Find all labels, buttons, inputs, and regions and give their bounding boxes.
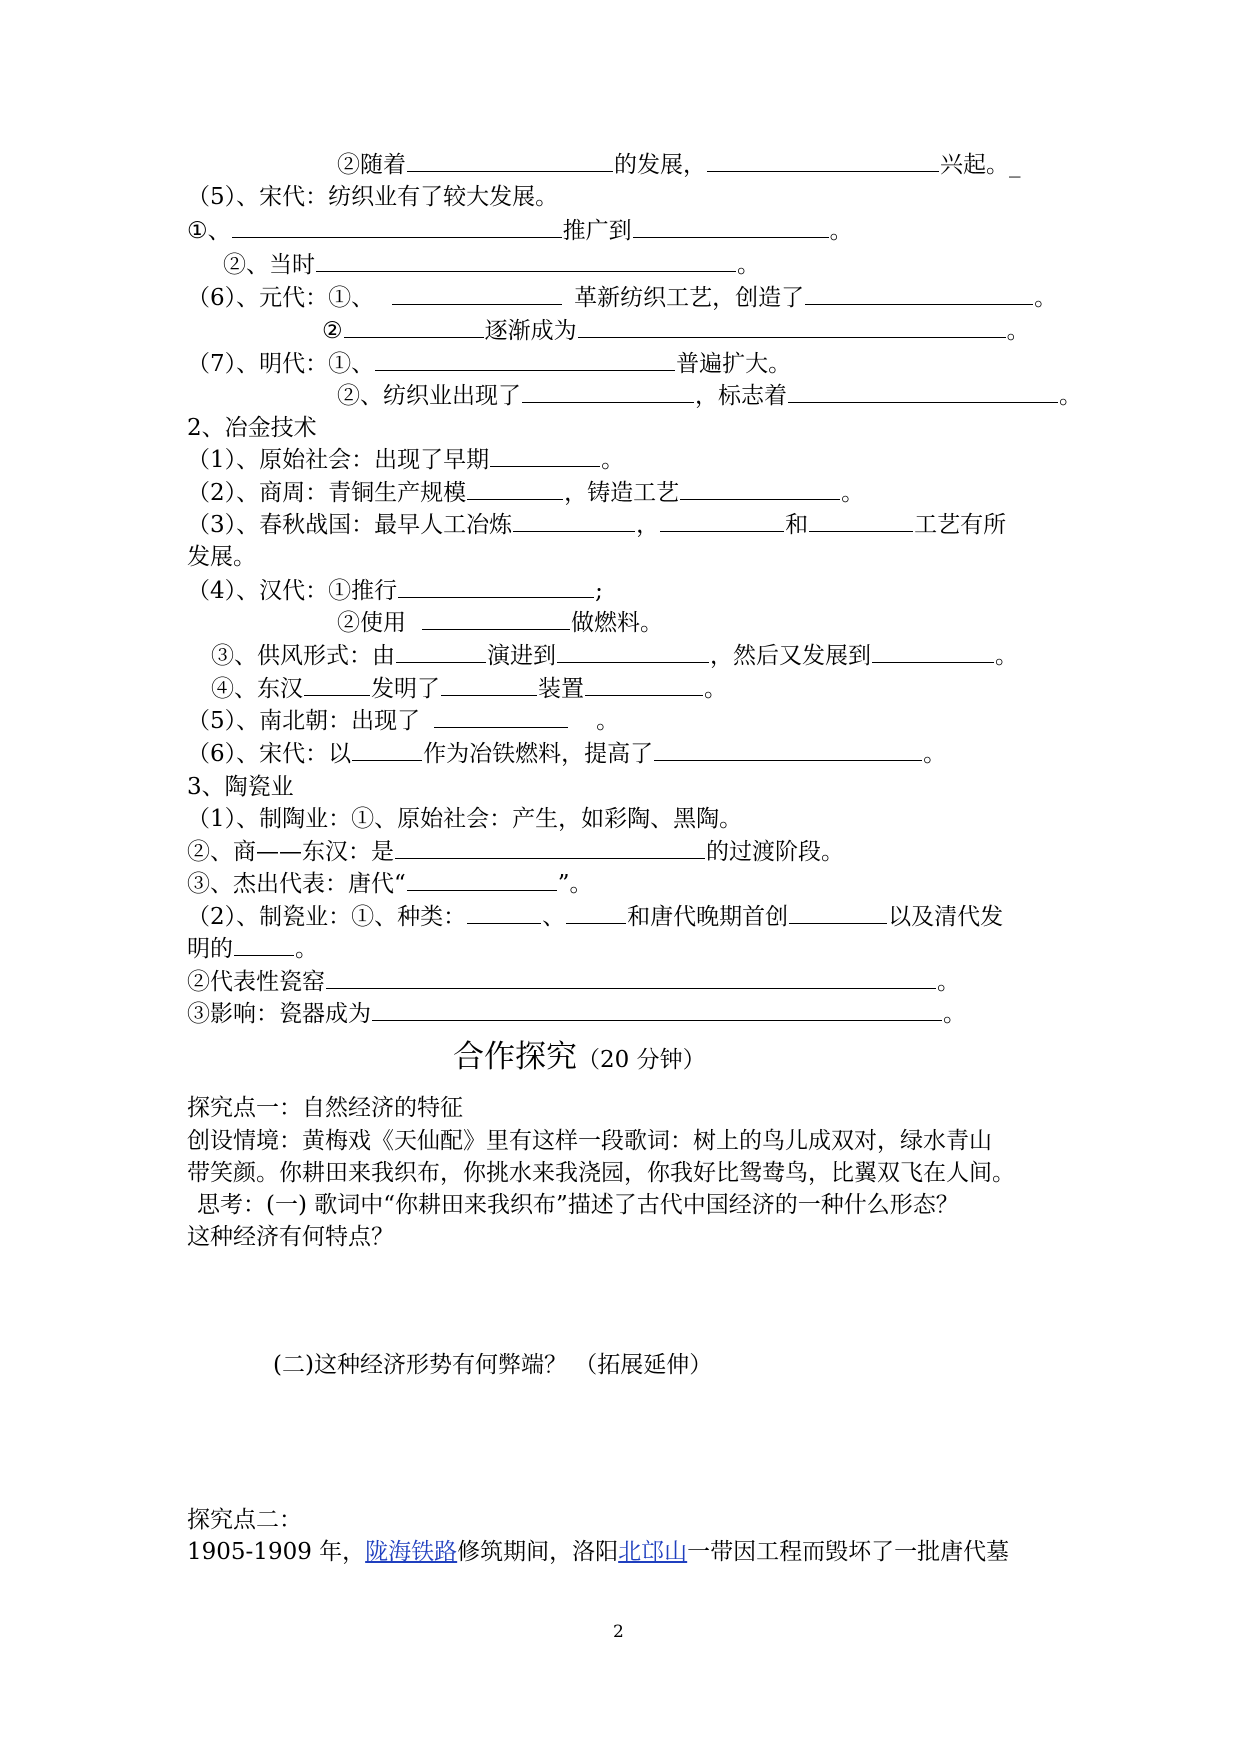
fill-blank[interactable] bbox=[344, 317, 484, 338]
fill-blank[interactable] bbox=[872, 642, 994, 663]
text: 1905-1909 年， bbox=[187, 1539, 366, 1565]
text-line bbox=[211, 641, 1018, 671]
text-line: 思考：(一) 歌词中“你耕田来我织布”描述了古代中国经济的一种什么形态？ bbox=[197, 1192, 959, 1218]
fill-blank[interactable] bbox=[680, 479, 840, 500]
text: ”。 bbox=[557, 871, 593, 897]
fill-blank[interactable] bbox=[557, 642, 709, 663]
text: ② bbox=[322, 318, 343, 344]
section-heading: 3、陶瓷业 bbox=[187, 774, 294, 800]
text: ②代表性瓷窑 bbox=[187, 969, 325, 995]
hyperlink-beimang-mountain[interactable]: 北邙山 bbox=[618, 1539, 688, 1565]
text: 。 bbox=[704, 676, 727, 702]
fill-blank[interactable] bbox=[788, 382, 1058, 403]
text-line bbox=[187, 445, 624, 475]
text-line bbox=[187, 706, 619, 736]
text-line bbox=[187, 283, 1057, 313]
fill-blank[interactable] bbox=[392, 284, 562, 305]
text: 演进到 bbox=[487, 643, 556, 669]
text: 和唐代晚期首创 bbox=[627, 904, 789, 930]
text: 逐渐成为 bbox=[484, 318, 577, 344]
text: 、 bbox=[542, 904, 566, 930]
text-line: 创设情境：黄梅戏《天仙配》里有这样一段歌词：树上的鸟儿成双对，绿水青山 bbox=[187, 1128, 992, 1154]
text: 。 bbox=[943, 1001, 966, 1027]
text-line: 带笑颜。你耕田来我织布，你挑水来我浇园，你我好比鸳鸯鸟，比翼双飞在人间。 bbox=[187, 1160, 1015, 1186]
text: ②随着 bbox=[337, 152, 406, 178]
fill-blank[interactable] bbox=[407, 151, 613, 172]
text: ②、当时 bbox=[223, 252, 315, 278]
fill-blank[interactable] bbox=[232, 217, 562, 238]
fill-blank[interactable] bbox=[467, 479, 563, 500]
hyperlink-longhai-railway[interactable]: 陇海铁路 bbox=[365, 1539, 458, 1565]
text-line bbox=[187, 902, 1003, 932]
text: 作为冶铁燃料，提高了 bbox=[423, 741, 654, 767]
text-line bbox=[187, 216, 853, 246]
section-title bbox=[453, 1037, 706, 1077]
fill-blank[interactable] bbox=[585, 675, 703, 696]
text: 。 bbox=[1006, 318, 1030, 344]
fill-blank[interactable] bbox=[654, 740, 922, 761]
text: （6）、宋代：以 bbox=[187, 741, 352, 767]
text: （6）、元代：①、 bbox=[187, 285, 375, 311]
text: 。 bbox=[923, 741, 947, 767]
text-line bbox=[337, 381, 1082, 411]
duration-label: （20 分钟） bbox=[577, 1047, 706, 1073]
text-line: (二)这种经济形势有何弊端？ （拓展延伸） bbox=[273, 1352, 713, 1378]
text: ; bbox=[595, 578, 603, 604]
text: 以及清代发 bbox=[888, 904, 1004, 930]
fill-blank[interactable] bbox=[326, 968, 936, 989]
text-line bbox=[187, 1537, 1009, 1567]
fill-blank[interactable] bbox=[407, 870, 557, 891]
section-heading: 2、冶金技术 bbox=[187, 415, 317, 441]
text: （7）、明代：①、 bbox=[187, 351, 375, 377]
fill-blank[interactable] bbox=[809, 511, 913, 532]
text: ， bbox=[636, 512, 660, 538]
text: ③、供风形式：由 bbox=[211, 643, 395, 669]
text: （2）、制瓷业：①、种类： bbox=[187, 904, 467, 930]
fill-blank[interactable] bbox=[441, 675, 537, 696]
fill-blank[interactable] bbox=[513, 511, 635, 532]
fill-blank[interactable] bbox=[316, 251, 736, 272]
text-line bbox=[223, 250, 760, 280]
fill-blank[interactable] bbox=[352, 740, 422, 761]
text: 发明了 bbox=[371, 676, 440, 702]
text-line bbox=[187, 349, 791, 379]
text: 。 bbox=[596, 708, 620, 734]
text: 兴起。_ bbox=[940, 152, 1021, 178]
text: 。 bbox=[829, 218, 853, 244]
text: 装置 bbox=[538, 676, 584, 702]
page-number: 2 bbox=[613, 1622, 624, 1642]
fill-blank[interactable] bbox=[707, 151, 939, 172]
text: （4）、汉代：①推行 bbox=[187, 578, 398, 604]
text: 的过渡阶段。 bbox=[706, 839, 844, 865]
text-line bbox=[187, 999, 966, 1029]
text-line: 探究点一：自然经济的特征 bbox=[187, 1095, 463, 1121]
fill-blank[interactable] bbox=[396, 642, 486, 663]
text: 修筑期间，洛阳 bbox=[457, 1539, 619, 1565]
text: ②使用 bbox=[337, 610, 406, 636]
fill-blank[interactable] bbox=[234, 935, 294, 956]
fill-blank[interactable] bbox=[395, 838, 705, 859]
text: （1）、原始社会：出现了早期 bbox=[187, 447, 490, 473]
text: ④、东汉 bbox=[211, 676, 303, 702]
text-line bbox=[337, 150, 1021, 180]
text: 革新纺织工艺，创造了 bbox=[574, 285, 805, 311]
text-line bbox=[187, 478, 864, 508]
text: ，标志着 bbox=[695, 383, 787, 409]
text: 。 bbox=[295, 936, 318, 962]
text: ②、纺织业出现了 bbox=[337, 383, 521, 409]
fill-blank[interactable] bbox=[467, 903, 541, 924]
text: （5）、南北朝：出现了 bbox=[187, 708, 421, 734]
text-line bbox=[187, 576, 603, 606]
text-line bbox=[187, 837, 844, 867]
text-line: 发展。 bbox=[187, 544, 256, 570]
fill-blank[interactable] bbox=[805, 284, 1033, 305]
text-line: 这种经济有何特点？ bbox=[187, 1224, 394, 1250]
text: 。 bbox=[1034, 285, 1058, 311]
text: ②、商——东汉：是 bbox=[187, 839, 394, 865]
title-text: 合作探究 bbox=[453, 1039, 577, 1075]
text: （3）、春秋战国：最早人工冶炼 bbox=[187, 512, 513, 538]
text-line: （5）、宋代：纺织业有了较大发展。 bbox=[187, 184, 559, 210]
fill-blank[interactable] bbox=[398, 577, 594, 598]
text: ，铸造工艺 bbox=[564, 480, 680, 506]
fill-blank[interactable] bbox=[633, 217, 829, 238]
text: 和 bbox=[785, 512, 809, 538]
text-line: （1）、制陶业：①、原始社会：产生，如彩陶、黑陶。 bbox=[187, 806, 743, 832]
text: 的发展， bbox=[614, 152, 706, 178]
text: 。 bbox=[737, 252, 760, 278]
fill-blank[interactable] bbox=[375, 350, 675, 371]
text: 。 bbox=[937, 969, 960, 995]
text: 做燃料。 bbox=[571, 610, 663, 636]
fill-blank[interactable] bbox=[422, 609, 570, 630]
text: ③影响：瓷器成为 bbox=[187, 1001, 371, 1027]
fill-blank[interactable] bbox=[490, 446, 600, 467]
text: 。 bbox=[601, 447, 625, 473]
text-line bbox=[187, 869, 593, 899]
text-line bbox=[187, 967, 960, 997]
text: 明的 bbox=[187, 936, 233, 962]
text: （2）、商周：青铜生产规模 bbox=[187, 480, 467, 506]
text: 。 bbox=[1059, 383, 1082, 409]
fill-blank[interactable] bbox=[522, 382, 694, 403]
text-line bbox=[187, 739, 946, 769]
fill-blank[interactable] bbox=[566, 903, 626, 924]
text: ①、 bbox=[187, 218, 231, 244]
text-line bbox=[322, 316, 1030, 346]
text-line: 探究点二： bbox=[187, 1507, 302, 1533]
text: 推广到 bbox=[562, 218, 632, 244]
text: ，然后又发展到 bbox=[710, 643, 871, 669]
text-line bbox=[187, 934, 318, 964]
fill-blank[interactable] bbox=[434, 707, 568, 728]
text: ③、杰出代表：唐代“ bbox=[187, 871, 406, 897]
text: 。 bbox=[841, 480, 865, 506]
fill-blank[interactable] bbox=[372, 1000, 942, 1021]
text-line bbox=[211, 674, 727, 704]
text-line bbox=[187, 510, 1006, 540]
text: 。 bbox=[995, 643, 1018, 669]
text: 一带因工程而毁坏了一批唐代墓 bbox=[687, 1539, 1010, 1565]
fill-blank[interactable] bbox=[304, 675, 370, 696]
text-line bbox=[337, 608, 663, 638]
text: 工艺有所 bbox=[914, 512, 1007, 538]
fill-blank[interactable] bbox=[578, 317, 1006, 338]
fill-blank[interactable] bbox=[660, 511, 784, 532]
text: 普遍扩大。 bbox=[676, 351, 792, 377]
fill-blank[interactable] bbox=[789, 903, 887, 924]
